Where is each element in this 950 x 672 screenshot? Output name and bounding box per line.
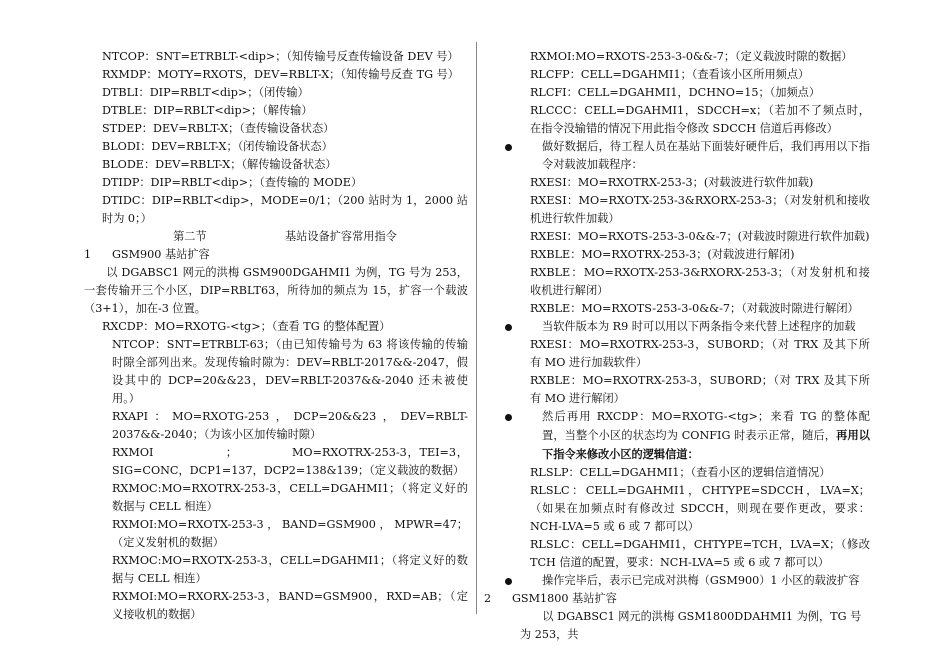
left-column <box>84 48 468 624</box>
cmd-line: DTIDP：DIP=RBLT<dip>；（查传输的 MODE） <box>102 176 363 189</box>
cmd-line: RXBLE：MO=RXOTS-253-3-0&&-7；（对载波时隙进行解闭） <box>530 302 859 315</box>
bullet-text: 操作完毕后，表示已完成对洪梅（GSM900）1 小区的载波扩容 <box>542 574 860 587</box>
heading-number: 1 <box>84 248 92 261</box>
bullet-text: 做好数据后，待工程人员在基站下面装好硬件后，我们再用以下指令对载波加载程序： <box>542 140 870 171</box>
cmd-line: BLODE：DEV=RBLT-X；（解传输设备状态） <box>102 158 337 171</box>
cmd-line: RXESI：MO=RXOTRX-253-3；(对载波进行软件加载) <box>530 176 814 189</box>
cmd-line: RXMOC:MO=RXOTRX-253-3，CELL=DGAHMI1；（将定义好的数据与 CELL 相连） <box>112 482 468 513</box>
bullet-dot-icon <box>502 408 542 426</box>
cmd-line: RXESI：MO=RXOTRX-253-3，SUBORD；（对 TRX 及其下所有 MO 进行加载软件） <box>530 338 870 369</box>
heading-gsm900 <box>84 246 468 264</box>
cmd-line: RXMOI:MO=RXOTX-253-3，BAND=GSM900，MPWR=47；（定义发射机的数据） <box>112 518 468 549</box>
cmd-line: NTCOP：SNT=ETRBLT-63；（由已知传输号为 63 将该传输的传输时隙全部列出来。发现传输时隙为：DEV=RBLT-2017&&-2047，假设其中的 DCP=20&&23，DEV=RBLT-2037&&-2040 还未被使用。） <box>112 338 468 405</box>
cmd-line: RXMOC:MO=RXOTX-253-3，CELL=DGAHMI1；（将定义好的数据与 CELL 相连） <box>112 554 468 585</box>
cmd-line: RXESI：MO=RXOTX-253-3&RXORX-253-3；（对发射机和接收机进行软件加载） <box>530 194 870 225</box>
bullet-text: 当软件版本为 R9 时可以用以下两条指令来代替上述程序的加载 <box>542 320 856 333</box>
cmd-line: RLSLP：CELL=DGAHMI1；（查看小区的逻辑信道情况） <box>530 466 831 479</box>
cmd-line: RXBLE：MO=RXOTRX-253-3；(对载波进行解闭) <box>530 248 795 261</box>
cmd-line: RLCFP：CELL=DGAHMI1；（查看该小区所用频点） <box>530 68 810 81</box>
cmd-line: RLSLC：CELL=DGAHMI1，CHTYPE=SDCCH，LVA=X；（如果在加频点时有修改过 SDCCH，则现在要作更改，要求：NCH-LVA=5 或 6 或 7 都可以） <box>530 484 870 533</box>
intro-paragraph: 以 DGABSC1 网元的洪梅 GSM1800DDAHMI1 为例，TG 号为 253，共 <box>520 610 862 641</box>
bullet-dot-icon <box>502 138 542 156</box>
cmd-line: RXMDP：MOTY=RXOTS，DEV=RBLT-X；（知传输号反查 TG 号） <box>102 68 459 81</box>
section-title: 第二节 基站设备扩容常用指令 <box>173 230 397 243</box>
bullet-item <box>502 138 870 174</box>
column-divider <box>476 42 477 614</box>
cmd-line: RXMOI ； MO=RXOTRX-253-3，TEI=3，SIG=CONC，DCP1=137，DCP2=138&139；（定义载波的数据） <box>112 446 468 477</box>
bullet-item <box>502 572 870 590</box>
cmd-line: BLODI：DEV=RBLT-X；（闭传输设备状态） <box>102 140 333 153</box>
cmd-line: DTIDC：DIP=RBLT<dip>，MODE=0/1；（200 站时为 1，2000 站时为 0；） <box>102 194 468 225</box>
cmd-line: RLSLC：CELL=DGAHMI1，CHTYPE=TCH，LVA=X；（修改 TCH 信道的配置，要求：NCH-LVA=5 或 6 或 7 都可以） <box>530 538 870 569</box>
cmd-line: RLCCC：CELL=DGAHMI1，SDCCH=x；（若加不了频点时，在指令没输错的情况下用此指令修改 SDCCH 信道后再修改） <box>530 104 870 135</box>
heading-text: GSM900 基站扩容 <box>112 248 210 261</box>
cmd-line: DTBLE：DIP=RBLT<dip>；（解传输） <box>102 104 313 117</box>
cmd-line: RXMOI:MO=RXORX-253-3，BAND=GSM900，RXD=AB；（定义接收机的数据） <box>112 590 468 621</box>
cmd-line: RXMOI:MO=RXOTS-253-3-0&&-7；（定义载波时隙的数据） <box>530 50 853 63</box>
bullet-dot-icon <box>502 572 542 590</box>
cmd-line: RXCDP：MO=RXOTG-<tg>；（查看 TG 的整体配置） <box>102 320 391 333</box>
cmd-line: STDEP：DEV=RBLT-X；（查传输设备状态） <box>102 122 335 135</box>
cmd-line: NTCOP：SNT=ETRBLT-<dip>；（知传输号反查传输设备 DEV 号） <box>102 50 459 63</box>
cmd-line: RLCFI：CELL=DGAHMI1，DCHNO=15；（加频点） <box>530 86 821 99</box>
heading-number: 2 <box>484 592 492 605</box>
cmd-line: DTBLI：DIP=RBLT<dip>；（闭传输） <box>102 86 309 99</box>
bullet-dot-icon <box>502 318 542 336</box>
heading-gsm1800 <box>484 590 870 608</box>
bullet-item <box>502 408 870 464</box>
bullet-text: 然后再用 RXCDP：MO=RXOTG-<tg>；来看 TG 的整体配置，当整个小区的状态均为 CONFIG 时表示正常，随后， <box>542 410 870 442</box>
cmd-line: RXESI：MO=RXOTS-253-3-0&&-7；(对载波时隙进行软件加载) <box>530 230 870 243</box>
heading-text: GSM1800 基站扩容 <box>512 592 617 605</box>
intro-paragraph: 以 DGABSC1 网元的洪梅 GSM900DGAHMI1 为例，TG 号为 253，一套传输开三个小区，DIP=RBLT63，所待加的频点为 15，扩容一个载波（3+1），加在-3 位置。 <box>84 266 468 315</box>
cmd-line: RXAPI：MO=RXOTG-253，DCP=20&&23，DEV=RBLT-2037&&-2040；（为该小区加传输时隙） <box>112 410 468 441</box>
right-column <box>484 48 870 644</box>
cmd-line: RXBLE：MO=RXOTRX-253-3，SUBORD；（对 TRX 及其下所有 MO 进行解闭） <box>530 374 870 405</box>
bullet-item <box>502 318 870 336</box>
bullet-bold-text: 再用以下指令来修改小区的逻辑信道： <box>542 428 870 461</box>
cmd-line: RXBLE：MO=RXOTX-253-3&RXORX-253-3；（对发射机和接收机进行解闭） <box>530 266 870 297</box>
